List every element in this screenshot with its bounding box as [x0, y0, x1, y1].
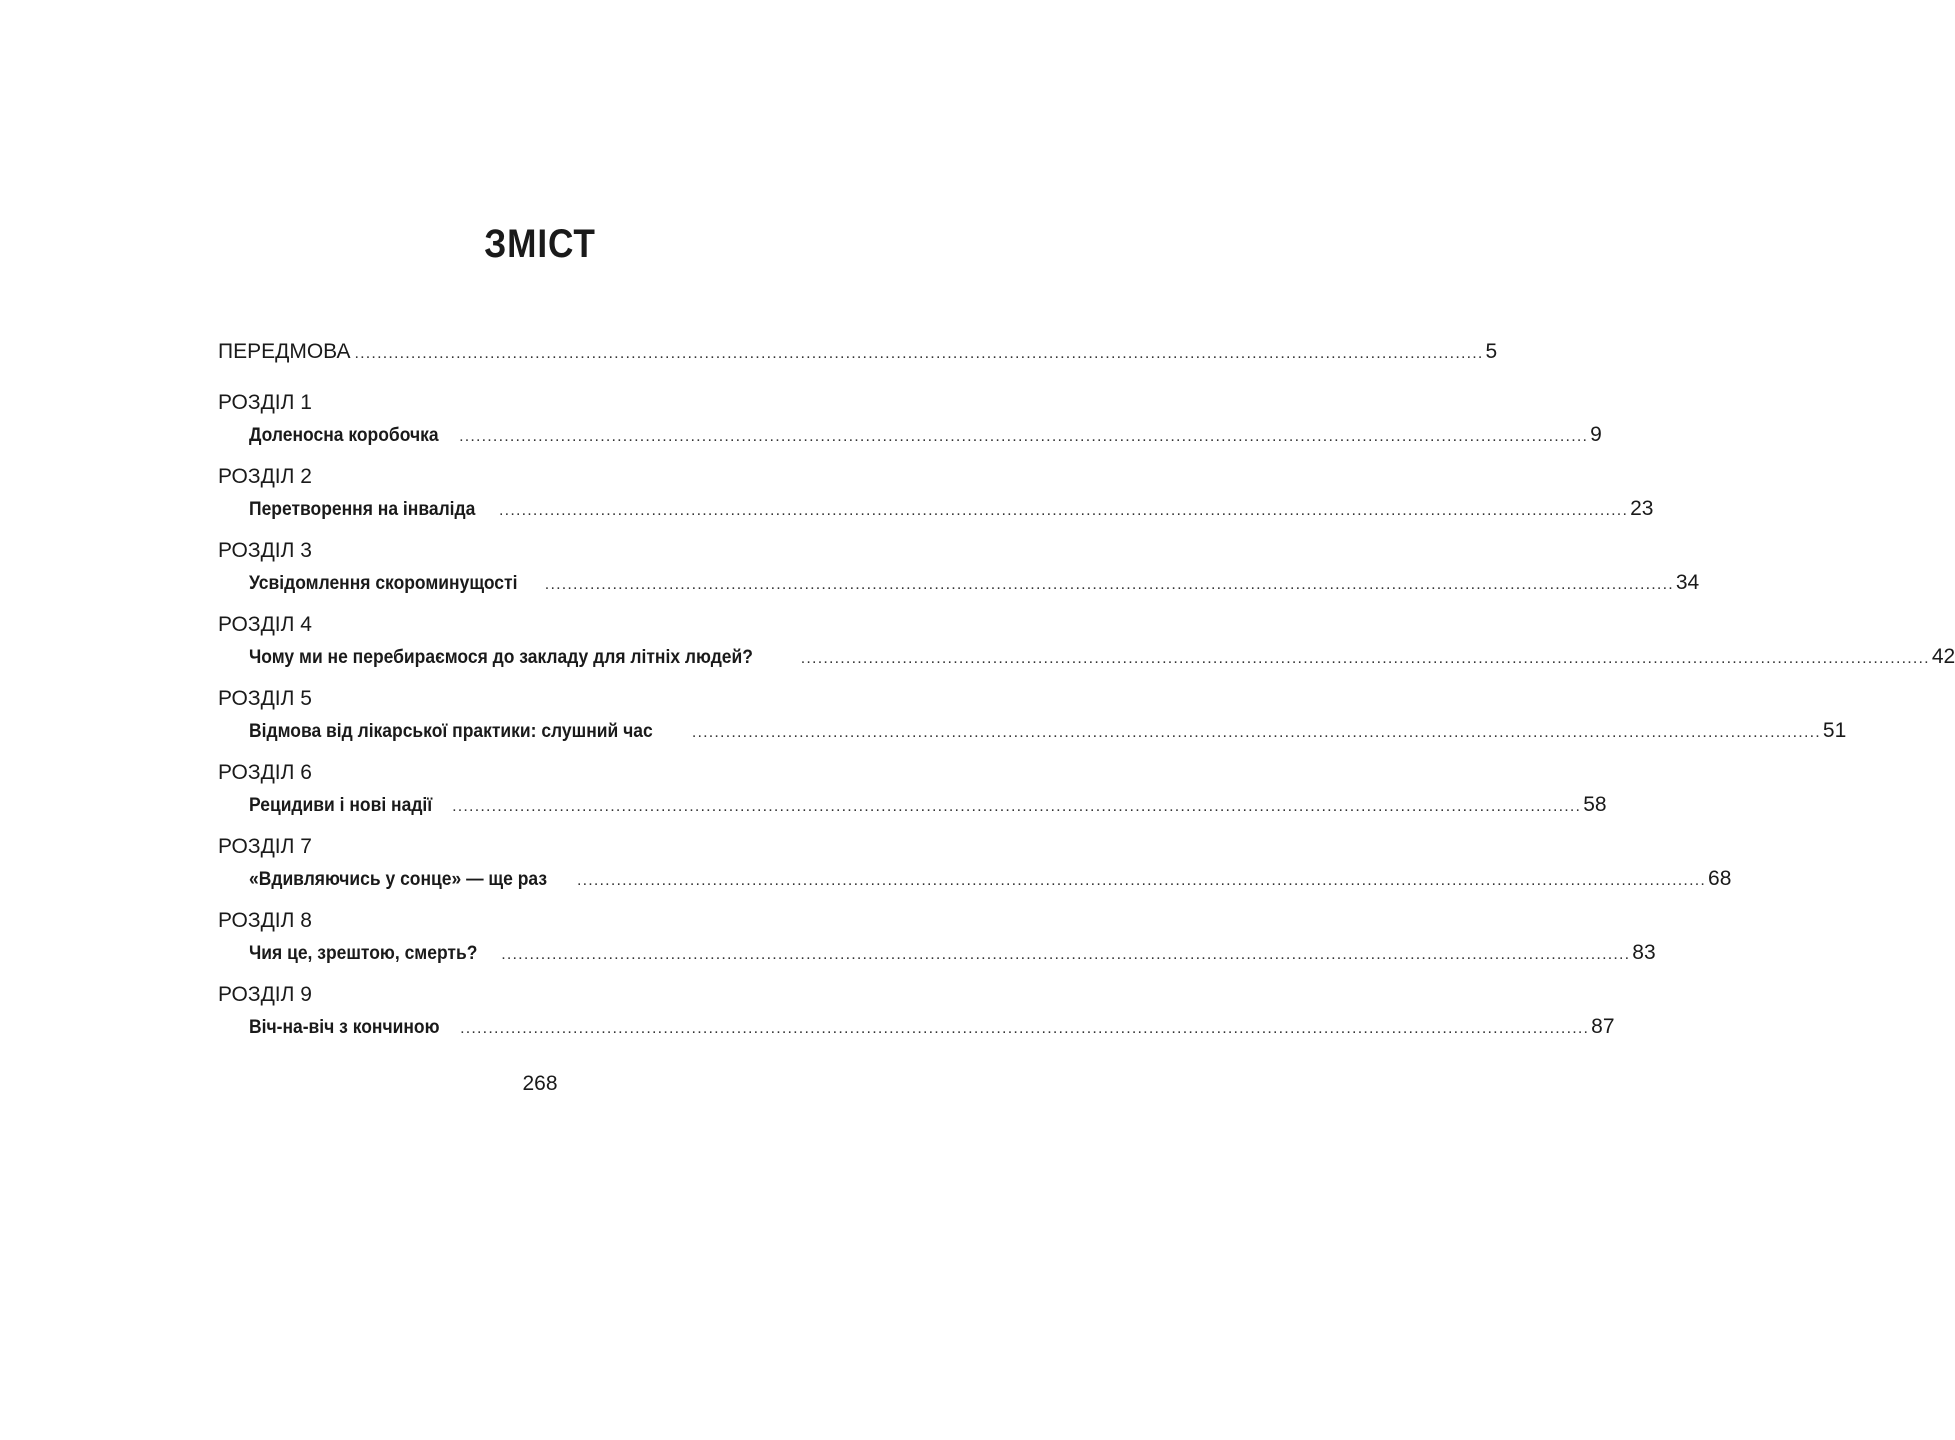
- toc-entry-chapter-7: [218, 832, 1732, 906]
- chapter-title-line: [218, 1010, 1615, 1054]
- dot-leader: ........................................................................................................................................................................................................: [460, 1020, 1590, 1037]
- toc-entry-chapter-4: [218, 610, 1955, 684]
- chapter-title: Доленосна коробочка: [249, 425, 439, 446]
- dot-leader: ........................................................................................................................................................................................................: [459, 428, 1589, 445]
- chapter-page-number: 9: [1590, 423, 1602, 446]
- chapter-title: Перетворення на інваліда: [249, 499, 476, 520]
- chapter-page-number: 83: [1632, 941, 1656, 964]
- chapter-title: Усвідомлення скороминущості: [249, 573, 518, 594]
- preface-page-number: 5: [1485, 340, 1498, 363]
- dot-leader: ........................................................................................................................................................................................................: [452, 798, 1582, 815]
- chapter-page-number: 42: [1931, 645, 1955, 668]
- chapter-page-number: 51: [1822, 719, 1847, 742]
- chapter-page-number: 58: [1583, 793, 1607, 816]
- dot-leader: ........................................................................................................................................................................................................: [544, 576, 1674, 593]
- chapter-title: Віч-на-віч з кончиною: [249, 1017, 440, 1038]
- chapter-label: РОЗДІЛ 4: [218, 613, 312, 636]
- chapter-label: РОЗДІЛ 8: [218, 909, 312, 932]
- chapter-page-number: 34: [1675, 571, 1700, 594]
- dot-leader: ........................................................................................................................................................................................................: [691, 724, 1821, 741]
- toc-entry-chapter-3: [218, 536, 1700, 610]
- chapter-label: РОЗДІЛ 5: [218, 687, 312, 710]
- dot-leader: ........................................................................................................................................................................................................: [501, 946, 1631, 963]
- table-of-contents: [218, 340, 1955, 1054]
- dot-leader: ........................................................................................................................................................................................................: [499, 502, 1629, 519]
- chapter-page-number: 23: [1630, 497, 1654, 520]
- chapter-page-number: 87: [1591, 1015, 1615, 1038]
- toc-entry-chapter-8: [218, 906, 1656, 980]
- chapter-title-line: [218, 714, 1847, 758]
- chapter-title-line: [218, 788, 1607, 832]
- toc-entry-chapter-9: [218, 980, 1615, 1054]
- chapter-label: РОЗДІЛ 9: [218, 983, 312, 1006]
- chapter-title-line: [218, 640, 1955, 684]
- chapter-title-line: [218, 936, 1656, 980]
- toc-entry-chapter-1: [218, 388, 1602, 462]
- preface-label: ПЕРЕДМОВА: [218, 340, 351, 363]
- page-title: ЗМІСТ: [484, 222, 596, 266]
- chapter-label: РОЗДІЛ 7: [218, 835, 312, 858]
- chapter-title-line: [218, 418, 1602, 462]
- chapter-title-line: [218, 492, 1654, 536]
- chapter-title: Рецидиви і нові надії: [249, 795, 433, 816]
- chapter-title: Чому ми не перебираємося до закладу для літніх людей?: [249, 647, 753, 668]
- dot-leader: ........................................................................................................................................................................................................: [354, 345, 1484, 362]
- toc-entry-chapter-5: [218, 684, 1847, 758]
- chapter-label: РОЗДІЛ 2: [218, 465, 312, 488]
- toc-entry-chapter-2: [218, 462, 1654, 536]
- chapter-page-number: 68: [1708, 867, 1732, 890]
- chapter-label: РОЗДІЛ 6: [218, 761, 312, 784]
- chapter-title: Відмова від лікарської практики: слушний час: [249, 721, 653, 742]
- page-number: 268: [522, 1072, 558, 1095]
- chapter-title-line: [218, 862, 1732, 906]
- chapter-label: РОЗДІЛ 3: [218, 539, 312, 562]
- chapter-title: Чия це, зрештою, смерть?: [249, 943, 478, 964]
- toc-entry-preface: [218, 340, 1498, 376]
- toc-entry-chapter-6: [218, 758, 1607, 832]
- chapter-title-line: [218, 566, 1700, 610]
- dot-leader: ........................................................................................................................................................................................................: [800, 650, 1930, 667]
- chapter-title: «Вдивляючись у сонце» — ще раз: [249, 869, 548, 890]
- chapter-label: РОЗДІЛ 1: [218, 391, 312, 414]
- dot-leader: ........................................................................................................................................................................................................: [576, 872, 1707, 889]
